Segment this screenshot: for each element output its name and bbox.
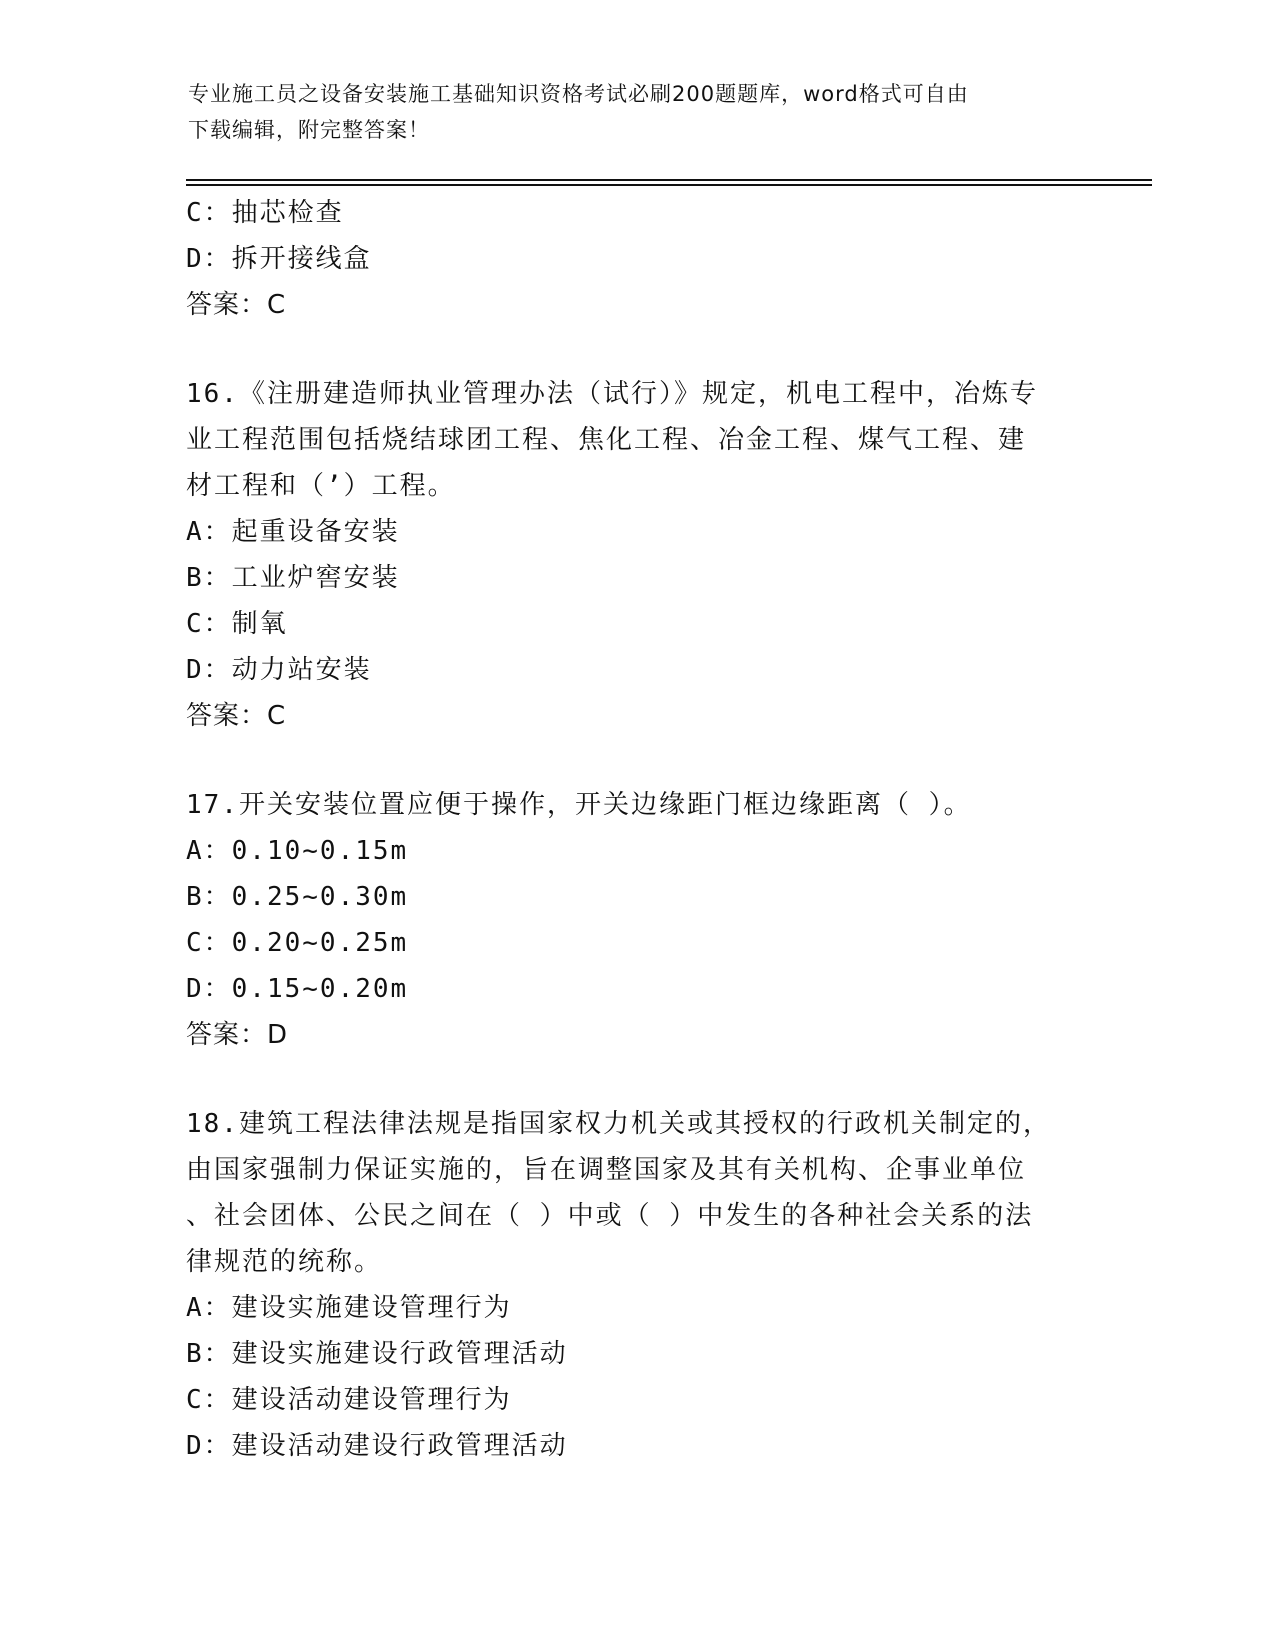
question-spacer [186,739,1086,782]
header-line-2: 下载编辑，附完整答案！ [188,118,430,142]
option-d: D：动力站安装 [186,655,372,685]
question-16 [186,371,1086,739]
question-17 [186,782,1086,1058]
stem-line: 16.《注册建造师执业管理办法（试行）》规定，机电工程中，冶炼专 [186,379,1038,409]
document-header [188,76,1068,148]
option-a: A：0.10~0.15m [186,836,409,866]
header-divider-bottom [186,184,1152,186]
option-b: B：0.25~0.30m [186,882,409,912]
header-divider-top [186,179,1152,181]
stem-line: 、社会团体、公民之间在（ ）中或（ ）中发生的各种社会关系的法 [186,1201,1034,1231]
stem-line: 律规范的统称。 [186,1247,383,1277]
option-a: A：起重设备安装 [186,517,400,547]
answer-line: 答案：C [186,290,287,320]
answer-line: 答案：C [186,701,287,731]
option-b: B：工业炉窖安装 [186,563,400,593]
answer-line: 答案：D [186,1020,289,1050]
option-c: C：建设活动建设管理行为 [186,1385,512,1415]
stem-line: 业工程范围包括烧结球团工程、焦化工程、冶金工程、煤气工程、建 [186,425,1027,455]
prev-question-block [186,190,1086,328]
question-stem [186,782,1086,828]
header-line-1: 专业施工员之设备安装施工基础知识资格考试必刷200题题库，word格式可自由 [188,82,969,106]
option-d: D：拆开接线盒 [186,244,372,274]
question-spacer [186,328,1086,371]
option-b: B：建设实施建设行政管理活动 [186,1339,568,1369]
stem-line: 17.开关安装位置应便于操作，开关边缘距门框边缘距离（ ）。 [186,790,972,820]
question-spacer [186,1058,1086,1101]
question-content [186,190,1086,1469]
option-c: C：制氧 [186,609,288,639]
question-stem [186,1101,1086,1285]
stem-line: 由国家强制力保证实施的，旨在调整国家及其有关机构、企事业单位 [186,1155,1027,1185]
question-18 [186,1101,1086,1469]
option-d: D：0.15~0.20m [186,974,409,1004]
option-a: A：建设实施建设管理行为 [186,1293,512,1323]
stem-line: 材工程和（’）工程。 [186,471,456,501]
option-d: D：建设活动建设行政管理活动 [186,1431,568,1461]
option-c: C：0.20~0.25m [186,928,409,958]
stem-line: 18.建筑工程法律法规是指国家权力机关或其授权的行政机关制定的， [186,1109,1051,1139]
question-stem [186,371,1086,509]
option-c: C：抽芯检查 [186,198,344,228]
